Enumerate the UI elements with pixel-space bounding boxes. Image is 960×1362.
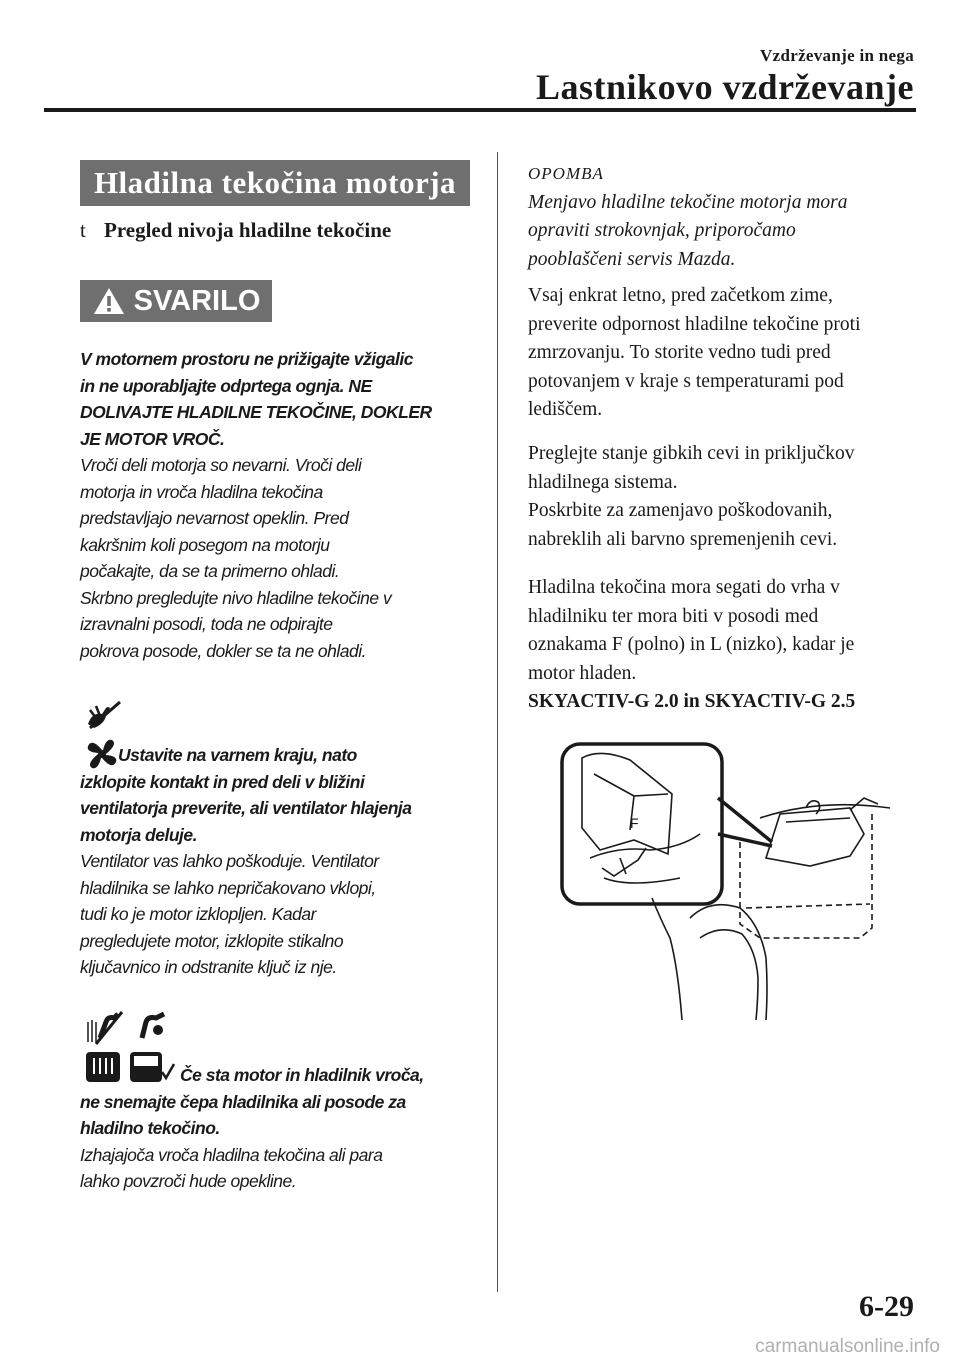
warning-1 <box>80 346 476 664</box>
warning-badge <box>80 280 272 322</box>
paragraph-line: motor hladen. <box>528 662 637 684</box>
warning-1-bold-line: JE MOTOR VROČ. <box>80 428 225 449</box>
warning-1-text-line: motorja in vroča hladilna tekočina <box>80 481 323 502</box>
warning-3-bold-line: hladilno tekočino. <box>80 1118 220 1138</box>
warning-3-bold-line: ne snemajte čepa hladilnika ali posode za <box>80 1091 406 1112</box>
warning-1-text-line: pokrova posode, dokler se ta ne ohladi. <box>80 640 366 661</box>
page-number: 6-29 <box>859 1290 914 1323</box>
paragraph-1 <box>528 282 918 425</box>
engine-heading: SKYACTIV-G 2.0 in SKYACTIV-G 2.5 <box>528 691 856 712</box>
warning-1-bold-line: in ne uporabljajte odprtega ognja. NE <box>80 375 372 396</box>
paragraph-line: Hladilna tekočina mora segati do vrha v <box>528 577 840 598</box>
paragraph-2 <box>528 440 918 554</box>
watermark: carmanualsonline.info <box>755 1336 940 1357</box>
paragraph-line: hladilniku ter mora biti v posodi med <box>528 605 819 627</box>
warning-3 <box>80 1062 476 1195</box>
note-label: OPOMBA <box>528 164 604 183</box>
warning-1-bold-line: V motornem prostoru ne prižigajte vžigalic <box>80 349 413 369</box>
chapter-title: Vzdrževanje in nega <box>760 46 914 65</box>
subheading <box>80 218 391 243</box>
subheading-bullet: t <box>80 218 86 242</box>
paragraph-line: Preglejte stanje gibkih cevi in priključkov <box>528 443 855 464</box>
warning-2-text-line: hladilnika se lahko nepričakovano vklopi, <box>80 877 376 898</box>
warning-1-bold-line: DOLIVAJTE HLADILNE TEKOČINE, DOKLER <box>80 402 432 422</box>
note-block <box>528 160 918 274</box>
warning-1-text-line: predstavljajo nevarnost opeklin. Pred <box>80 508 349 528</box>
note-text-line: opraviti strokovnjak, priporočamo <box>528 220 796 241</box>
paragraph-line: preverite odpornost hladilne tekočine proti <box>528 313 861 335</box>
warning-2-text-line: tudi ko je motor izklopljen. Kadar <box>80 904 316 924</box>
warning-3-bold-line: Če sta motor in hladilnik vroča, <box>180 1065 424 1085</box>
warning-2 <box>80 742 476 981</box>
column-divider <box>497 152 498 1292</box>
warning-2-bold-line: izklopite kontakt in pred deli v bližini <box>80 771 365 792</box>
section-title: Hladilna tekočina motorja <box>80 160 470 206</box>
paragraph-line: oznakama F (polno) in L (nizko), kadar je <box>528 634 855 655</box>
subheading-text: Pregled nivoja hladilne tekočine <box>104 218 392 242</box>
warning-2-text-line: ključavnico in odstranite ključ iz nje. <box>80 957 337 977</box>
warning-1-text-line: Vroči deli motorja so nevarni. Vroči deli <box>80 455 362 475</box>
warning-3-text-line: Izhajajoča vroča hladilna tekočina ali para <box>80 1144 383 1165</box>
paragraph-line: Vsaj enkrat letno, pred začetkom zime, <box>528 285 833 306</box>
warning-2-icons <box>84 698 124 737</box>
paragraph-line: nabreklih ali barvno spremenjenih cevi. <box>528 528 838 550</box>
warning-1-text-line: Skrbno pregledujte nivo hladilne tekočine v <box>80 587 392 608</box>
section-header-title: Lastnikovo vzdrževanje <box>536 67 914 107</box>
warning-2-text-line: Ventilator vas lahko poškoduje. Ventilator <box>80 851 379 871</box>
warning-2-bold-line: motorja deluje. <box>80 824 197 845</box>
paragraph-line: hladilnega sistema. <box>528 471 678 493</box>
warning-3-text-line: lahko povzroči hude opekline. <box>80 1171 297 1191</box>
warning-2-bold-line: ventilatorja preverite, ali ventilator hlajenja <box>80 798 412 818</box>
paragraph-line: potovanjem v kraje s temperaturami pod <box>528 370 844 392</box>
note-text-line: pooblaščeni servis Mazda. <box>528 248 736 270</box>
warning-1-text-line: kakršnim koli posegom na motorju <box>80 534 330 555</box>
header-divider <box>44 108 916 112</box>
no-hands-fan-icon <box>84 698 124 732</box>
paragraph-3 <box>528 574 918 717</box>
diagram-f-mark: F <box>630 815 639 831</box>
paragraph-line: lediščem. <box>528 399 603 420</box>
paragraph-line: Poskrbite za zamenjavo poškodovanih, <box>528 500 833 521</box>
warning-label: SVARILO <box>133 284 261 317</box>
warning-1-text-line: počakajte, da se ta primerno ohladi. <box>80 561 340 581</box>
warning-triangle-icon <box>92 286 126 316</box>
paragraph-line: zmrzovanju. To storite vedno tudi pred <box>528 342 831 363</box>
coolant-reservoir-diagram <box>560 738 900 1028</box>
warning-2-text-line: pregledujete motor, izklopite stikalno <box>80 930 344 951</box>
warning-1-text-line: izravnalni posodi, toda ne odpirajte <box>80 614 333 634</box>
note-text-line: Menjavo hladilne tekočine motorja mora <box>528 191 848 213</box>
warning-2-bold-line: Ustavite na varnem kraju, nato <box>118 745 357 765</box>
